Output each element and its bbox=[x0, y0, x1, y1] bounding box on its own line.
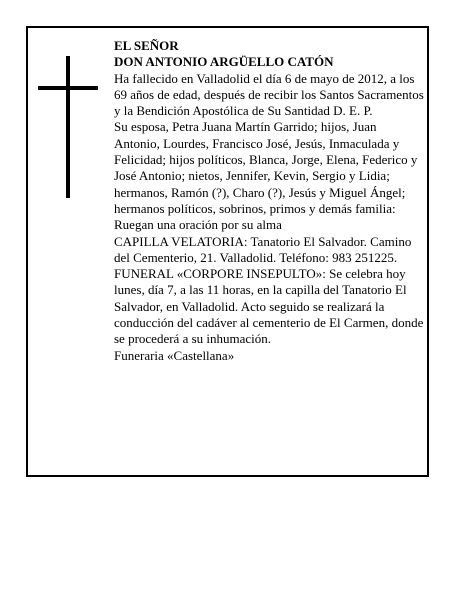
obituary-notice bbox=[26, 26, 429, 477]
cross-icon bbox=[38, 56, 98, 198]
cross-horizontal-bar bbox=[38, 86, 98, 90]
family-list: Su esposa, Petra Juana Martín Garrido; hijos, Juan Antonio, Lourdes, Francisco José, Jesús, Inmaculada y Felicidad; hijos políticos, Blanca, Jorge, Elena, Federico y José Antonio; nietos, Jennifer, Kevin, Sergio y Lidia; hermanos, Ramón (?), Charo (?), Jesús y Miguel Ángel; hermanos políticos, sobrinos, primos y demás familia: bbox=[114, 119, 418, 216]
funeral-home: Funeraria «Castellana» bbox=[114, 347, 235, 363]
funeral-info: FUNERAL «CORPORE INSEPULTO»: Se celebra hoy lunes, día 7, a las 11 horas, en la capilla del Tanatorio El Salvador, en Valladolid. Acto seguido se realizará la conducción del cadáver al cementerio de El Carmen, donde se procederá a su inhumación. bbox=[114, 266, 424, 347]
deceased-name: DON ANTONIO ARGÜELLO CATÓN bbox=[114, 54, 334, 70]
death-announcement: Ha fallecido en Valladolid el día 6 de mayo de 2012, a los 69 años de edad, después de recibir los Santos Sacramentos y la Bendición Apostólica de Su Santidad D. E. P. bbox=[114, 70, 424, 119]
notice-text bbox=[114, 38, 424, 364]
notice-heading: EL SEÑOR bbox=[114, 38, 179, 53]
cross-vertical-bar bbox=[66, 56, 70, 198]
chapel-info: CAPILLA VELATORIA: Tanatorio El Salvador. Camino del Cementerio, 21. Valladolid. Teléfono: 983 251225. bbox=[114, 233, 412, 265]
prayer-request: Ruegan una oración por su alma bbox=[114, 217, 282, 233]
